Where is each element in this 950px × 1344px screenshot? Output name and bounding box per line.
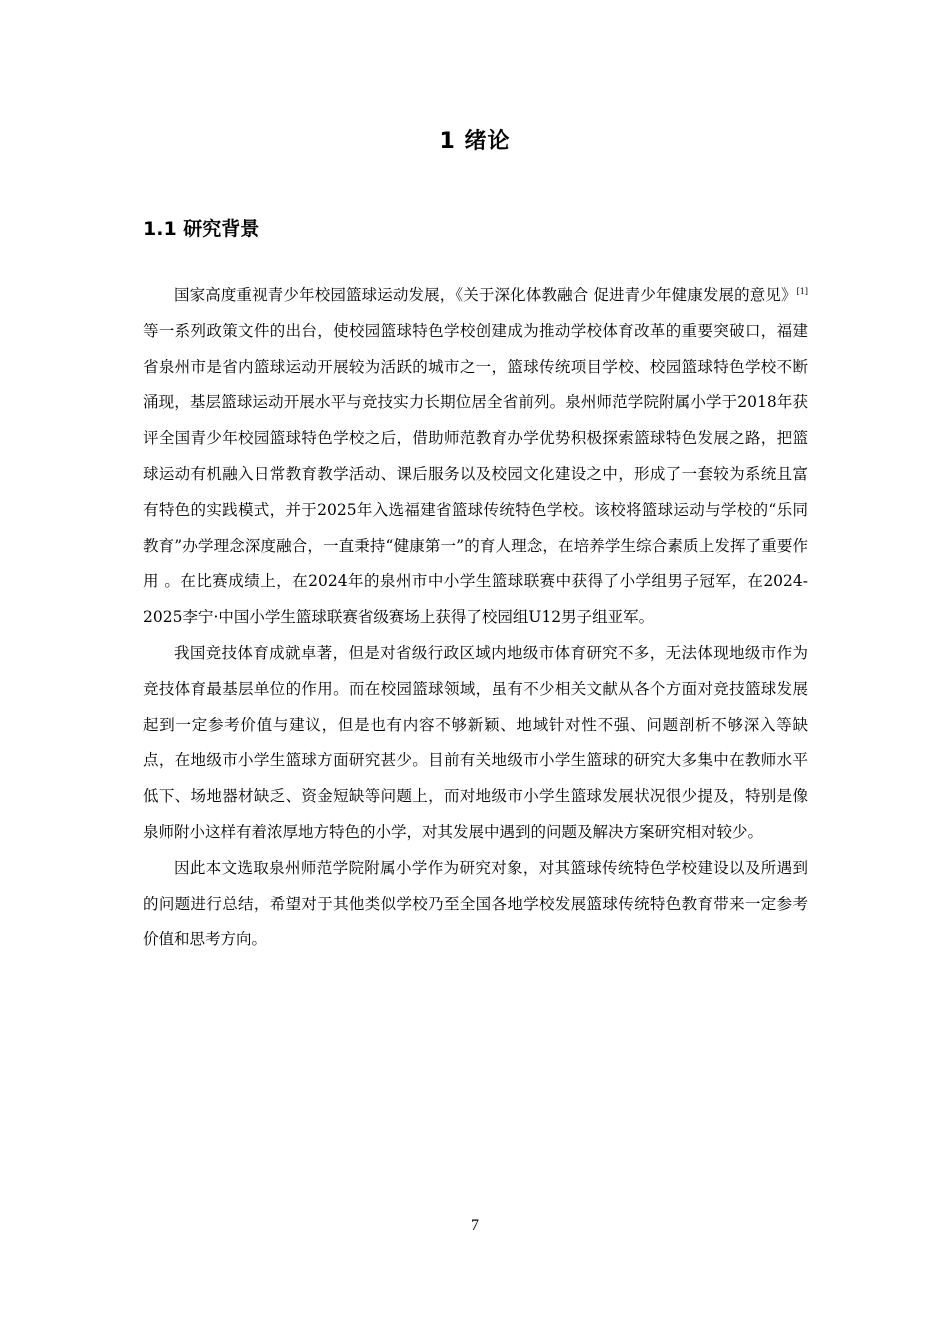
paragraph-1-part-1: 国家高度重视青少年校园篮球运动发展，《关于深化体教融合 促进青少年健康发展的意见》 xyxy=(174,286,797,304)
paragraph-3: 因此本文选取泉州师范学院附属小学作为研究对象，对其篮球传统特色学校建设以及所遇到的问题进行总结，希望对于其他类似学校乃至全国各地学校发展篮球传统特色教育带来一定参考价值和思考方向。 xyxy=(143,858,808,949)
chapter-title: 1 绪论 xyxy=(439,129,511,154)
body-text xyxy=(143,278,808,958)
section-title: 1.1 研究背景 xyxy=(143,218,260,240)
paragraph-1 xyxy=(143,278,808,636)
paragraph-2: 我国竞技体育成就卓著，但是对省级行政区域内地级市体育研究不多，无法体现地级市作为竞技体育最基层单位的作用。而在校园篮球领域，虽有不少相关文献从各个方面对竞技篮球发展起到一定参考价值与建议，但是也有内容不够新颖、地域针对性不强、问题剖析不够深入等缺点，在地级市小学生篮球方面研究甚少。目前有关地级市小学生篮球的研究大多集中在教师水平低下、场地器材缺乏、资金短缺等问题上，而对地级市小学生篮球发展状况很少提及，特别是像泉师附小这样有着浓厚地方特色的小学，对其发展中遇到的问题及解决方案研究相对较少。 xyxy=(143,643,808,841)
paragraph-1-part-2: 等一系列政策文件的出台，使校园篮球特色学校创建成为推动学校体育改革的重要突破口，福建省泉州市是省内篮球运动开展较为活跃的城市之一，篮球传统项目学校、校园篮球特色学校不断涌现，基层篮球运动开展水平与竞技实力长期位居全省前列。泉州师范学院附属小学于2018年获评全国青少年校园篮球特色学校之后，借助师范教育办学优势积极探索篮球特色发展之路，把篮球运动有机融入日常教育教学活动、课后服务以及校园文化建设之中，形成了一套较为系统且富有特色的实践模式，并于2025年入选福建省篮球传统特色学校。该校将篮球运动与学校的“乐同教育”办学理念深度融合，一直秉持“健康第一”的育人理念，在培养学生综合素质上发挥了重要作用 。在比赛成绩上，在2024年的泉州市中小学生篮球联赛中获得了小学组男子冠军，在2024-2025李宁·中国小学生篮球联赛省级赛场上获得了校园组U12男子组亚军。 xyxy=(143,321,808,627)
citation-ref[interactable]: [1] xyxy=(796,286,808,296)
page-number: 7 xyxy=(471,1217,479,1234)
